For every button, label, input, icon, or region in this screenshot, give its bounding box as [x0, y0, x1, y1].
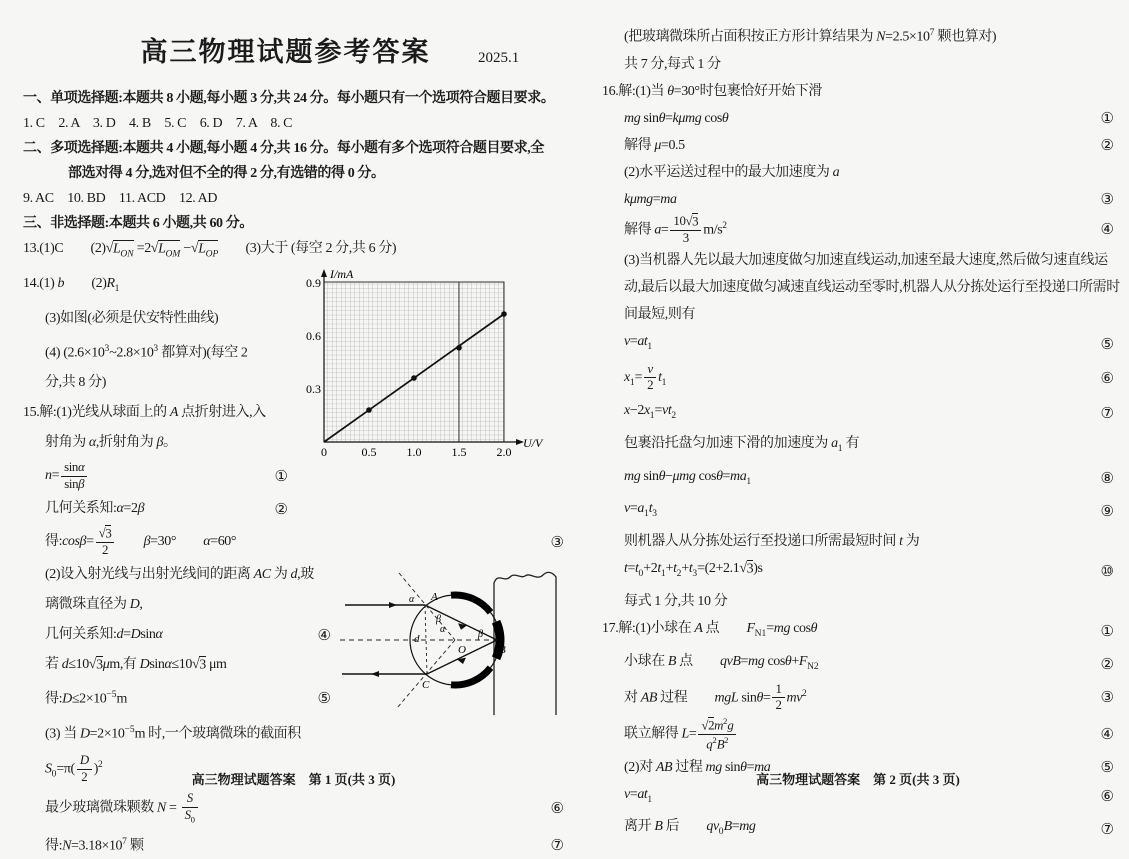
line-text: 分,共 8 分)	[45, 375, 106, 391]
line-text: n= $\frac{\sin\alpha}{\sin\beta}$	[45, 461, 89, 491]
score-marker: ⑤	[1100, 757, 1114, 776]
answer-line	[602, 330, 1114, 359]
line-text: 14.(1) b $(2)R_1$	[23, 275, 120, 294]
answer-line	[602, 22, 1114, 49]
line-text: 每式 1 分,共 10 分	[624, 593, 728, 609]
answer-line	[23, 461, 288, 491]
y-axis-label: I/mA	[330, 266, 354, 281]
line-text: 璃微珠直径为 D,	[45, 597, 143, 613]
line-text: 若 d≤10√3μm,有 Dsinα≤10√3 μm	[45, 657, 227, 673]
line-text: 联立解得 L= $\frac{√2m^2g}{q^2B^2}$	[624, 717, 738, 752]
line-text: 则机器人从分拣处运行至投递口所需最短时间 t 为	[624, 534, 920, 550]
line-text: 二、多项选择题:本题共 4 小题,每小题 4 分,共 16 分。每小题有多个选项符合题目要求,全	[23, 141, 544, 156]
line-text: 间最短,则有	[624, 307, 696, 323]
line-text: (2)对 AB 过程 mg sinθ=ma	[624, 759, 771, 775]
answer-line	[602, 815, 1114, 844]
line-text: 射角为 α,折射角为 β。	[45, 435, 177, 451]
x-tick: 0	[321, 444, 327, 459]
answer-line	[23, 212, 564, 236]
answer-line	[23, 497, 288, 521]
coating-arc-bottom	[451, 668, 491, 685]
score-marker: ③	[550, 533, 564, 552]
score-marker: ④	[1100, 220, 1114, 239]
line-text: (3)当机器人先以最大加速度做匀加速直线运动,加速至最大速度,然后做匀速直线运	[624, 253, 1108, 269]
score-marker: ⑤	[317, 688, 331, 707]
answer-line	[602, 303, 1114, 326]
answer-line	[23, 237, 564, 266]
chart-grid	[324, 282, 504, 442]
page2-footer: 高三物理试题答案 第 2 页(共 3 页)	[756, 772, 960, 787]
line-text: (2)设入射光线与出射光线间的距离 AC 为 d,玻	[45, 567, 314, 583]
line-text: (2)水平运送过程中的最大加速度为 a	[624, 164, 840, 180]
answer-line	[23, 112, 564, 136]
line-text: (把玻璃微珠所占面积按正方形计算结果为 $N=2.5\times 10^7$ 颗也算对)	[624, 28, 997, 45]
iv-chart	[296, 266, 564, 499]
optics-diagram	[337, 563, 564, 721]
answer-line	[602, 465, 1114, 494]
iv-chart-figure	[296, 266, 564, 499]
line-text: 得:cosβ= $\frac{√3}{2}$ β=30° α=60°	[45, 526, 237, 557]
x-axis-label: U/V	[523, 435, 543, 450]
line-text: 1. C 2. A 3. D 4. B 5. C 6. D 7. A 8. C	[23, 116, 293, 131]
ray-arrow-icon	[371, 671, 379, 677]
answer-line	[23, 401, 288, 425]
score-marker: ③	[1100, 189, 1114, 208]
line-text: 解得 μ=0.5	[624, 137, 685, 153]
score-marker: ①	[1100, 108, 1114, 127]
angle-label-beta-B: β	[478, 629, 483, 641]
answer-line	[23, 683, 331, 712]
line-text: $v=at_1$	[624, 786, 653, 805]
line-text: 解得 a= $\frac{10√3}{3}$ $m/s^2$	[624, 214, 728, 245]
answer-line	[602, 617, 1114, 646]
line-text: 17.解:(1)小球在 A 点 $F_{N1}=mg$ cosθ	[602, 620, 818, 639]
data-point	[501, 311, 507, 317]
data-point	[456, 345, 462, 351]
y-axis-arrow-icon	[321, 269, 327, 277]
score-marker: ②	[274, 500, 288, 519]
line-text: 16.解:(1)当 θ=30°时包裹恰好开始下滑	[602, 83, 822, 99]
page-1	[23, 0, 564, 855]
line-text: 包裹沿托盘匀加速下滑的加速度为 $a_1$ 有	[624, 435, 860, 454]
y-tick: 0.3	[306, 381, 321, 396]
line-text: 小球在 B 点 qvB=mg $\cos\theta+F_{N2}$	[624, 653, 819, 672]
angle-label-alpha-O: α	[440, 624, 446, 636]
score-marker: ⑦	[1100, 403, 1114, 422]
data-point	[411, 375, 417, 381]
score-marker: ②	[1100, 654, 1114, 673]
page1-content	[23, 87, 564, 859]
line-text: 一、单项选择题:本题共 8 小题,每小题 3 分,共 24 分。每小题只有一个选项符合题目要求。	[23, 91, 555, 106]
score-marker: ④	[1100, 724, 1114, 743]
exam-date: 2025.1	[478, 50, 520, 66]
angle-label-alpha-A: α	[409, 594, 415, 606]
line-text: 13.(1)C $(2)√L_{ON} =2√L_{OM} -√L_{OP}$ (3)大于 (每空 2 分,共 6 分)	[23, 241, 397, 259]
answer-line	[602, 530, 1114, 553]
answer-line	[602, 80, 1114, 103]
answer-line	[602, 363, 1114, 395]
score-marker: ④	[317, 626, 331, 645]
line-text: 15.解:(1)光线从球面上的 A 点折射进入,入	[23, 405, 266, 421]
answer-line	[602, 432, 1114, 461]
answer-line	[602, 107, 1114, 130]
answer-line	[602, 276, 1120, 299]
line-text: (4) ($2.6\times 10^3\sim 2.8\times 10^3$ 都算对)(每空 2	[45, 343, 248, 361]
line-text: $x_1=$ $\frac{v}{2}$ $t_1$	[624, 361, 667, 393]
point-label-B: B	[499, 644, 506, 657]
line-text: 三、非选择题:本题共 6 小题,共 60 分。	[23, 216, 253, 231]
answer-line	[23, 431, 288, 455]
score-marker: ⑧	[1100, 469, 1114, 488]
answer-line	[23, 623, 331, 647]
line-text: 共 7 分,每式 1 分	[624, 56, 721, 72]
answer-line	[602, 590, 1114, 613]
score-marker: ①	[274, 467, 288, 486]
answer-line	[23, 337, 288, 366]
score-marker: ⑥	[1100, 369, 1114, 388]
angle-label-beta-A: β	[436, 614, 441, 626]
line-text: 部选对得 4 分,选对但不全的得 2 分,有选错的得 0 分。	[68, 166, 385, 181]
line-text: (3) 当 $D=2\times 10^{-5}m$ 时,一个玻璃微珠的截面积	[45, 724, 301, 742]
score-marker: ②	[1100, 135, 1114, 154]
line-text: $S_0=\pi$( $\frac{D}{2}$ )$^2$	[45, 753, 103, 784]
line-text: (3)如图(必须是伏安特性曲线)	[45, 310, 219, 326]
distance-label-d: d	[414, 633, 420, 646]
answer-line	[602, 399, 1114, 428]
score-marker: ⑦	[1100, 820, 1114, 839]
answer-line	[23, 162, 564, 186]
line-text: $v=a_1t_3$	[624, 501, 657, 520]
score-marker: ⑥	[1100, 787, 1114, 806]
page-title: 高三物理试题参考答案	[140, 37, 431, 67]
point-label-A: A	[431, 591, 438, 604]
answer-line	[602, 53, 1114, 76]
score-marker: ①	[1100, 621, 1114, 640]
line-text: 9. AC 10. BD 11. ACD 12. AD	[23, 191, 218, 206]
line-text: mg sinθ=kμmg cosθ	[624, 110, 729, 126]
answer-line	[23, 137, 564, 161]
answer-line	[23, 593, 331, 617]
answer-line	[23, 830, 564, 859]
answer-line	[602, 717, 1114, 752]
x-tick: 2.0	[496, 444, 512, 459]
page-2	[602, 0, 1120, 839]
x-tick: 0.5	[361, 444, 377, 459]
answer-line	[23, 718, 331, 747]
line-text: 对 AB 过程 mgL sinθ= $\frac{1}{2}$ $mv^2$	[624, 681, 807, 713]
answer-line	[602, 557, 1114, 586]
score-marker: ⑦	[550, 835, 564, 854]
y-tick: 0.6	[306, 328, 321, 343]
data-point	[366, 407, 372, 413]
answer-line	[602, 683, 1114, 713]
line-text: 得$:D\le 2\times 10^{-5}m$	[45, 690, 128, 707]
line-text: 离开 B 后 $qv_0B=mg$	[624, 819, 756, 838]
point-label-O: O	[458, 644, 466, 657]
x-tick: 1.0	[406, 444, 422, 459]
page1-footer: 高三物理试题答案 第 1 页(共 3 页)	[191, 772, 396, 787]
line-text: $v=at_1$	[624, 334, 653, 352]
answer-line	[23, 87, 564, 111]
answer-line	[602, 188, 1114, 211]
score-marker: ⑥	[550, 799, 564, 818]
line-text: 几何关系知:d=Dsinα	[45, 627, 163, 643]
ray-arrow-icon	[389, 602, 397, 608]
answer-line	[23, 272, 288, 301]
x-tick: 1.5	[451, 444, 467, 459]
answer-line	[23, 527, 564, 557]
answer-line	[602, 161, 1114, 184]
answer-line	[23, 371, 288, 395]
answer-line	[23, 792, 564, 824]
score-marker: ③	[1100, 688, 1114, 707]
page-header	[23, 30, 564, 69]
score-marker: ⑨	[1100, 502, 1114, 521]
answer-line	[23, 563, 331, 587]
optics-diagram-figure	[337, 563, 564, 721]
score-marker: ⑩	[1100, 562, 1114, 581]
line-text: 几何关系知:α=2β	[45, 501, 145, 517]
line-text: $x-2x_1=vt_2$	[624, 402, 677, 421]
answer-line	[23, 307, 288, 331]
point-label-C: C	[422, 679, 430, 692]
answer-line	[23, 653, 331, 677]
line-text: 动,最后以最大加速度做匀减速直线运动至零时,机器人从分拣处运行至投递口所需时	[624, 280, 1120, 296]
line-text: 得$:N=3.18\times 10^7$ 颗	[45, 837, 144, 855]
coating-arc-top	[451, 595, 491, 612]
answer-line	[602, 497, 1114, 526]
line-text: 最少玻璃微珠颗数 N = $\frac{S}{S_0}$	[45, 792, 200, 824]
answer-line	[23, 187, 564, 211]
score-marker: ⑤	[1100, 335, 1114, 353]
line-text: $t=t_0+2t_1+t_2+t_3=(2+2.1√3)s$	[624, 561, 763, 579]
answer-line	[602, 215, 1114, 245]
line-text: mg sinθ−μmg $\cos\theta=ma_1$	[624, 468, 752, 487]
answer-line	[602, 650, 1114, 679]
line-text: kμmg=ma	[624, 191, 677, 207]
page2-content	[602, 22, 1120, 844]
answer-line	[602, 249, 1114, 272]
answer-line	[602, 134, 1114, 157]
y-tick: 0.9	[306, 275, 321, 290]
